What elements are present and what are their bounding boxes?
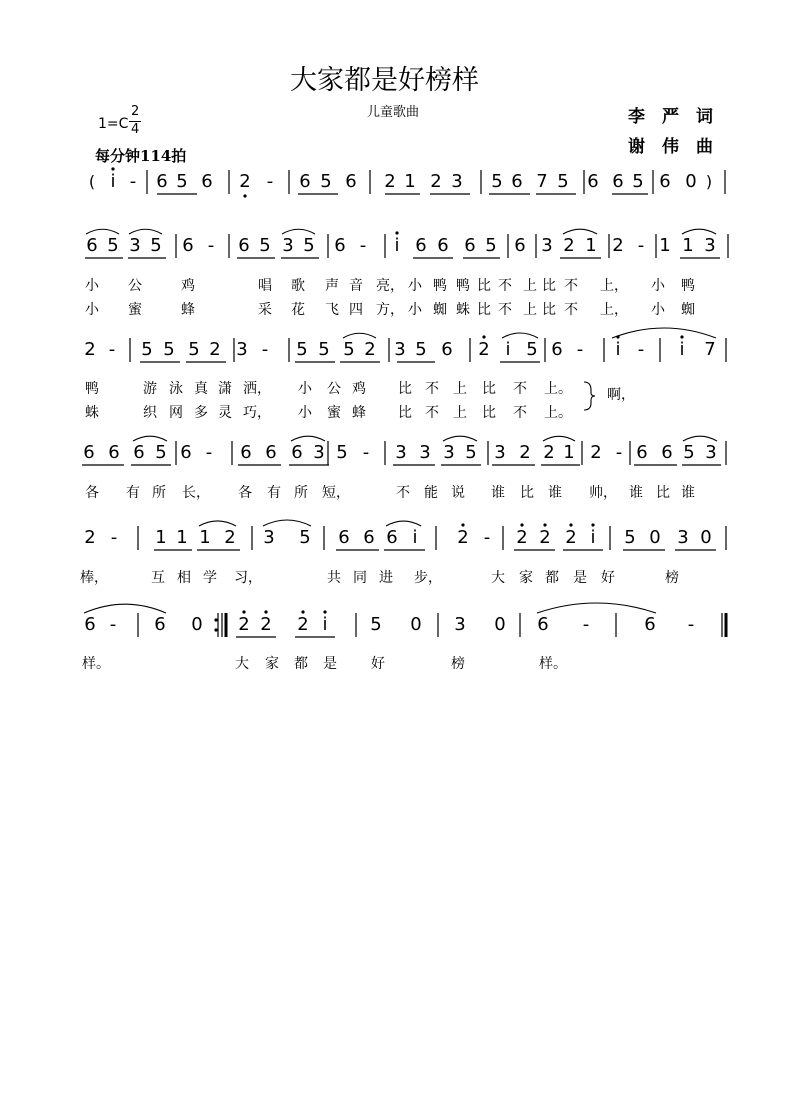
note: 6 (437, 235, 449, 256)
note: 1 (404, 171, 416, 192)
lyric: 小 (651, 278, 665, 294)
lyric: 不 (513, 405, 527, 421)
note: 1 (682, 235, 694, 256)
note: 5 (557, 171, 569, 192)
note: 6 (182, 235, 194, 256)
lyric: 上 (523, 302, 537, 318)
note: - (576, 339, 584, 360)
lyric: 比 (398, 381, 412, 397)
note: 6 (154, 614, 166, 635)
note: 1 (563, 442, 575, 463)
note: i (110, 171, 116, 192)
lyric: 真 (194, 381, 208, 397)
note: 5 (155, 442, 167, 463)
note: 5 (176, 171, 188, 192)
lyric: 不 (396, 485, 410, 501)
lyric: 上 (453, 405, 467, 421)
lyric: 样。 (82, 656, 110, 672)
note: 6 (84, 614, 96, 635)
slur (386, 521, 421, 526)
lyric: 比 (477, 302, 491, 318)
note: 3 (394, 339, 406, 360)
note: 2 (430, 171, 442, 192)
note: 6 (201, 171, 213, 192)
lyric: 谁 (491, 485, 505, 501)
lyric: 家 (519, 570, 533, 586)
repeat-dot (214, 628, 217, 631)
note: 5 (141, 339, 153, 360)
note: 3 (419, 442, 431, 463)
slur (84, 604, 166, 613)
lyric: 蛛 (85, 405, 99, 421)
lyric: 蜂 (352, 405, 366, 421)
note: 3 (494, 442, 506, 463)
lyric: 比 (398, 405, 412, 421)
slur (199, 521, 236, 526)
lyric: 短， (322, 485, 350, 501)
lyric: 上。 (544, 381, 572, 397)
note: 2 (260, 614, 272, 635)
note: 0 (700, 527, 712, 548)
lyric: 长， (182, 485, 210, 501)
lyric: 都 (294, 656, 308, 672)
note: 2 (224, 527, 236, 548)
note: 0 (685, 171, 697, 192)
note: 0 (649, 527, 661, 548)
lyric: 好 (601, 570, 615, 586)
lyric: 洒， (243, 381, 271, 397)
note: 5 (163, 339, 175, 360)
slur (443, 436, 477, 441)
note: 5 (491, 171, 503, 192)
lyric: 大 (491, 570, 505, 586)
lyric: 比 (542, 278, 556, 294)
lyric: 飞 (325, 302, 339, 318)
note: 5 (303, 235, 315, 256)
time-signature-bottom: 4 (131, 122, 140, 137)
lyric: 小 (85, 302, 99, 318)
slur (683, 436, 717, 441)
lyric: 比 (477, 278, 491, 294)
lyric: 花 (291, 302, 305, 318)
lyric: 所 (152, 485, 166, 501)
note: - (110, 527, 118, 548)
note: 0 (494, 614, 506, 635)
note: 5 (318, 339, 330, 360)
lyric: 蜜 (128, 302, 142, 318)
note: 6 (86, 235, 98, 256)
lyric: 比 (542, 302, 556, 318)
note: - (615, 442, 623, 463)
note: 1 (659, 235, 671, 256)
lyric: 网 (169, 405, 183, 421)
note: 6 (644, 614, 656, 635)
note: 3 (704, 235, 716, 256)
lyric: 有 (126, 485, 140, 501)
lyric: 鸡 (352, 381, 366, 397)
note: 2 (565, 527, 577, 548)
lyric: 鸭 (433, 278, 447, 294)
lyric: 同 (353, 570, 367, 586)
note: 2 (516, 527, 528, 548)
note: 2 (239, 171, 251, 192)
note: 5 (107, 235, 119, 256)
lyric: 不 (425, 405, 439, 421)
lyric: 潇 (218, 381, 232, 397)
lyric: 蜂 (181, 302, 195, 318)
lyric: 进 (379, 570, 393, 586)
lyric: 游 (143, 381, 157, 397)
note: 1 (176, 527, 188, 548)
note: 3 (454, 614, 466, 635)
note: - (637, 235, 645, 256)
note: 6 (514, 235, 526, 256)
note: 6 (156, 171, 168, 192)
lyric: 四 (349, 302, 363, 318)
composer-credit: 谢 伟 曲 (628, 137, 713, 157)
note: 3 (313, 442, 325, 463)
note: 6 (83, 442, 95, 463)
lyric: 上。 (544, 405, 572, 421)
note: 5 (624, 527, 636, 548)
lyric: 声 (325, 278, 339, 294)
note: 5 (299, 527, 311, 548)
lyric: 不 (564, 302, 578, 318)
lyric: 谁 (629, 485, 643, 501)
lyric: 公 (128, 278, 142, 294)
note: 6 (108, 442, 120, 463)
note: 0 (410, 614, 422, 635)
note: 6 (265, 442, 277, 463)
note: 5 (336, 442, 348, 463)
lyric: 小 (408, 278, 422, 294)
lyric: 小 (298, 405, 312, 421)
note: i (615, 339, 621, 360)
note: 3 (451, 171, 463, 192)
lyric: 鸭 (85, 381, 99, 397)
lyric: 不 (498, 302, 512, 318)
slur (537, 603, 656, 613)
note: 2 (457, 527, 469, 548)
slur (343, 333, 376, 338)
lyric: 亮， (376, 278, 404, 294)
note: 3 (129, 235, 141, 256)
note: 1 (155, 527, 167, 548)
note: 5 (188, 339, 200, 360)
lyric: 上 (453, 381, 467, 397)
note: 6 (464, 235, 476, 256)
lyric: 灵 (218, 405, 232, 421)
lyric: 上， (600, 278, 628, 294)
tempo-marking: 每分钟114拍 (95, 147, 187, 165)
note: 3 (236, 339, 248, 360)
note: - (362, 442, 370, 463)
lyric: 不 (564, 278, 578, 294)
lyric: 泳 (169, 381, 183, 397)
lyric: 蛛 (456, 302, 470, 318)
slur (563, 229, 597, 234)
note: 0 (191, 614, 203, 635)
lyric: 唱 (258, 278, 272, 294)
note: 2 (84, 527, 96, 548)
note: 2 (539, 527, 551, 548)
note: 6 (659, 171, 671, 192)
note: 5 (320, 171, 332, 192)
lyric-aside: 啊， (607, 387, 635, 403)
note: 1 (199, 527, 211, 548)
note: i (679, 339, 685, 360)
note: i (412, 527, 418, 548)
slur (133, 436, 167, 441)
note: 5 (150, 235, 162, 256)
lyric: 不 (513, 381, 527, 397)
note: 6 (537, 614, 549, 635)
song-title: 大家都是好榜样 (290, 65, 479, 96)
note: 3 (443, 442, 455, 463)
lyric: 共 (327, 570, 341, 586)
note: 6 (612, 171, 624, 192)
note: 5 (485, 235, 497, 256)
lyric: 榜 (451, 656, 465, 672)
lyric: 音 (349, 278, 363, 294)
note: 3 (541, 235, 553, 256)
lyric: 各 (85, 485, 99, 501)
note: 6 (238, 235, 250, 256)
slur (682, 229, 716, 234)
note: 2 (590, 442, 602, 463)
lyric: 比 (482, 381, 496, 397)
note: 2 (297, 614, 309, 635)
slur (291, 436, 325, 441)
lyric: 蜘 (681, 302, 695, 318)
lyric: 样。 (539, 656, 567, 672)
note: 3 (263, 527, 275, 548)
lyric: 不 (425, 381, 439, 397)
note: 5 (632, 171, 644, 192)
note: - (637, 339, 645, 360)
note: 6 (240, 442, 252, 463)
note: 6 (636, 442, 648, 463)
lyric: 多 (194, 405, 208, 421)
lyric: 小 (298, 381, 312, 397)
note: - (108, 339, 116, 360)
lyricist-credit: 李 严 词 (628, 107, 713, 127)
note: 2 (543, 442, 555, 463)
lyric: 蜜 (327, 405, 341, 421)
verse-brace (584, 382, 595, 410)
note: i (322, 614, 328, 635)
note: 2 (384, 171, 396, 192)
note: 6 (551, 339, 563, 360)
lyric: 棒， (80, 570, 108, 586)
note: ) (705, 172, 713, 191)
lyric: 大 (235, 656, 249, 672)
slur (502, 333, 538, 338)
note: 6 (511, 171, 523, 192)
lyric: 相 (177, 570, 191, 586)
note: - (359, 235, 367, 256)
note: 5 (259, 235, 271, 256)
octave-dot (243, 194, 246, 197)
note: 5 (296, 339, 308, 360)
lyric: 蜘 (433, 302, 447, 318)
slur (612, 328, 716, 338)
lyric: 方， (376, 302, 404, 318)
note: 2 (612, 235, 624, 256)
slur (129, 229, 162, 234)
lyric: 各 (238, 485, 252, 501)
key-signature: 1=C (98, 116, 129, 132)
note: 6 (363, 527, 375, 548)
note: 6 (180, 442, 192, 463)
lyric: 说 (451, 485, 465, 501)
note: 2 (519, 442, 531, 463)
lyric: 上， (600, 302, 628, 318)
slur (86, 229, 119, 234)
note: 6 (299, 171, 311, 192)
lyric: 小 (408, 302, 422, 318)
lyric: 都 (545, 570, 559, 586)
slur (282, 229, 315, 234)
note: 2 (238, 614, 250, 635)
note: 6 (661, 442, 673, 463)
note: 3 (705, 442, 717, 463)
lyric: 采 (258, 302, 272, 318)
note: 3 (677, 527, 689, 548)
lyric: 所 (294, 485, 308, 501)
note: 3 (395, 442, 407, 463)
note: i (505, 339, 511, 360)
lyric: 有 (267, 485, 281, 501)
note: - (261, 339, 269, 360)
note: 7 (704, 339, 716, 360)
note: 6 (334, 235, 346, 256)
note: ( (88, 172, 96, 191)
lyric: 互 (151, 570, 165, 586)
note: 2 (364, 339, 376, 360)
note: - (207, 235, 215, 256)
lyric: 鸭 (681, 278, 695, 294)
lyric: 是 (323, 656, 337, 672)
note: 6 (415, 235, 427, 256)
lyric: 歌 (291, 278, 305, 294)
lyric: 小 (651, 302, 665, 318)
lyric: 谁 (681, 485, 695, 501)
note: 5 (683, 442, 695, 463)
lyric: 比 (656, 485, 670, 501)
note: - (205, 442, 213, 463)
note: 6 (291, 442, 303, 463)
lyric: 小 (85, 278, 99, 294)
song-genre: 儿童歌曲 (367, 105, 420, 120)
lyric: 步， (414, 570, 442, 586)
lyric: 鸡 (181, 278, 195, 294)
note: 5 (415, 339, 427, 360)
lyric: 好 (371, 656, 385, 672)
lyric: 比 (482, 405, 496, 421)
note: - (109, 614, 117, 635)
note: 2 (84, 339, 96, 360)
repeat-dot (214, 618, 217, 621)
note: - (582, 614, 590, 635)
note: i (590, 527, 596, 548)
lyric: 鸭 (456, 278, 470, 294)
note: 2 (563, 235, 575, 256)
note: 6 (338, 527, 350, 548)
note: 2 (209, 339, 221, 360)
note: 6 (386, 527, 398, 548)
note: 6 (345, 171, 357, 192)
lyric: 帅， (589, 485, 617, 501)
lyric: 学 (203, 570, 217, 586)
lyric: 谁 (548, 485, 562, 501)
lyric: 是 (573, 570, 587, 586)
lyric: 织 (143, 405, 157, 421)
note: - (483, 527, 491, 548)
slur (543, 436, 575, 441)
lyric: 家 (265, 656, 279, 672)
lyric: 榜 (665, 570, 679, 586)
note: 5 (526, 339, 538, 360)
note: 6 (133, 442, 145, 463)
note: 5 (370, 614, 382, 635)
slur (263, 520, 311, 526)
lyric: 习， (234, 570, 262, 586)
note: - (266, 171, 274, 192)
note: 6 (441, 339, 453, 360)
note: 3 (282, 235, 294, 256)
note: 1 (585, 235, 597, 256)
note: 7 (536, 171, 548, 192)
note: 5 (465, 442, 477, 463)
lyric: 不 (498, 278, 512, 294)
note: 6 (587, 171, 599, 192)
lyric: 能 (424, 485, 438, 501)
note: 2 (478, 339, 490, 360)
lyric: 比 (520, 485, 534, 501)
note: i (394, 235, 400, 256)
note: - (687, 614, 695, 635)
note: 5 (343, 339, 355, 360)
time-signature-top: 2 (131, 104, 140, 119)
lyric: 公 (327, 381, 341, 397)
note: - (129, 171, 137, 192)
lyric: 上 (523, 278, 537, 294)
lyric: 巧， (243, 405, 271, 421)
